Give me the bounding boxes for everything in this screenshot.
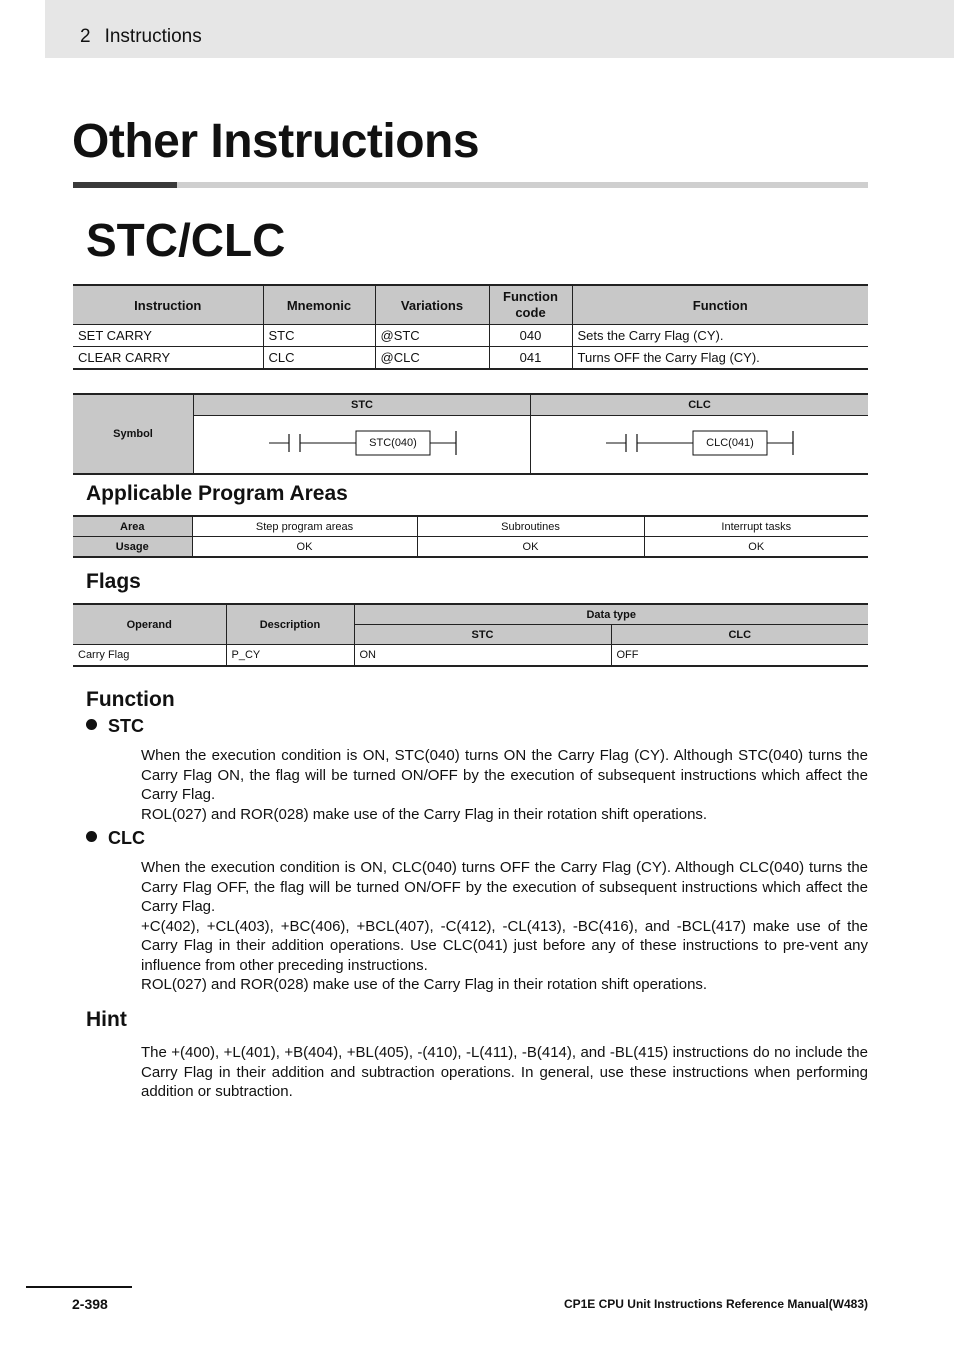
title-rule-dark	[73, 182, 177, 188]
clc-ladder-symbol	[531, 416, 868, 473]
cell-variations: @STC	[375, 325, 489, 347]
running-header	[80, 26, 202, 48]
cell-instruction: CLEAR CARRY	[73, 347, 263, 370]
stc-box-label: STC(040)	[369, 437, 417, 449]
clc-description	[141, 858, 868, 995]
stc-description	[141, 746, 868, 824]
table-row	[73, 645, 868, 667]
section-title: Instructions	[104, 26, 202, 47]
hint-heading: Hint	[86, 1008, 127, 1031]
page-number: 2-398	[72, 1296, 108, 1312]
table-row	[73, 516, 868, 537]
area-subroutines: Subroutines	[417, 516, 644, 537]
function-heading: Function	[86, 688, 175, 711]
cell-mnemonic: STC	[263, 325, 375, 347]
usage-interrupt: OK	[644, 537, 868, 558]
hint-description	[141, 1043, 868, 1102]
cell-description: P_CY	[226, 645, 354, 667]
stc-paragraph-2: ROL(027) and ROR(028) make use of the Carry Flag in their rotation shift operations.	[141, 805, 708, 823]
stc-paragraph-1: When the execution condition is ON, STC(040) turns ON the Carry Flag (CY). Although STC(040) turns the Carry Flag ON, the flag will be turned ON/OFF by the execution of subsequent instructions which affect the Carry Flag.	[141, 747, 868, 803]
symbol-stc-header: STC	[194, 395, 530, 416]
col-function: Function	[572, 285, 868, 325]
col-data-type: Data type	[354, 604, 868, 625]
symbol-table	[73, 393, 868, 475]
flags-table	[73, 603, 868, 667]
page-title: Other Instructions	[72, 115, 480, 168]
col-stc: STC	[354, 625, 611, 645]
clc-paragraph-2: +C(402), +CL(403), +BC(406), +BCL(407), -C(412), -CL(413), -BC(416), and -BCL(417) make use of the Carry Flag in their addition operations. Use CLC(041) just before any of these instructions to pre-vent any influence from other preceding instructions.	[141, 917, 868, 974]
instruction-table	[73, 284, 868, 370]
symbol-clc-header: CLC	[531, 395, 868, 416]
col-clc: CLC	[611, 625, 868, 645]
clc-paragraph-3: ROL(027) and ROR(028) make use of the Carry Flag in their rotation shift operations.	[141, 976, 708, 993]
cell-function-code: 041	[489, 347, 572, 370]
cell-stc: ON	[354, 645, 611, 667]
table-row	[73, 347, 868, 370]
col-description: Description	[226, 604, 354, 645]
clc-bullet-heading	[86, 828, 145, 849]
area-step: Step program areas	[192, 516, 417, 537]
cell-function: Turns OFF the Carry Flag (CY).	[572, 347, 868, 370]
cell-mnemonic: CLC	[263, 347, 375, 370]
clc-paragraph-1: When the execution condition is ON, CLC(040) turns OFF the Carry Flag (CY). Although CLC(040) turns the Carry Flag OFF, the flag will be turned ON/OFF by the execution of subsequent instructions which affect the Carry Flag.	[141, 859, 868, 915]
clc-box-label: CLC(041)	[706, 437, 754, 449]
flags-heading: Flags	[86, 570, 141, 593]
stc-heading-text: STC	[108, 716, 144, 736]
stc-ladder-symbol	[194, 416, 530, 473]
bullet-icon	[86, 719, 97, 730]
footer-rule	[26, 1286, 132, 1288]
usage-subroutines: OK	[417, 537, 644, 558]
usage-label: Usage	[73, 537, 192, 558]
clc-heading-text: CLC	[108, 828, 145, 848]
applicable-areas-heading: Applicable Program Areas	[86, 482, 348, 505]
cell-function: Sets the Carry Flag (CY).	[572, 325, 868, 347]
col-mnemonic: Mnemonic	[263, 285, 375, 325]
col-instruction: Instruction	[73, 285, 263, 325]
col-function-code: Function code	[489, 285, 572, 325]
table-header-row	[73, 285, 868, 325]
hint-paragraph: The +(400), +L(401), +B(404), +BL(405), -(410), -L(411), -B(414), and -BL(415) instructions do no include the Carry Flag in their addition and subtraction operations. In general, use these instructions when performing addition or subtraction.	[141, 1044, 868, 1100]
col-variations: Variations	[375, 285, 489, 325]
cell-variations: @CLC	[375, 347, 489, 370]
cell-function-code: 040	[489, 325, 572, 347]
usage-step: OK	[192, 537, 417, 558]
table-header-row	[73, 604, 868, 625]
symbol-label: Symbol	[73, 395, 194, 473]
col-operand: Operand	[73, 604, 226, 645]
cell-operand: Carry Flag	[73, 645, 226, 667]
stc-bullet-heading	[86, 716, 144, 737]
cell-instruction: SET CARRY	[73, 325, 263, 347]
area-interrupt: Interrupt tasks	[644, 516, 868, 537]
section-number: 2	[80, 26, 91, 47]
area-label: Area	[73, 516, 192, 537]
table-row	[73, 325, 868, 347]
bullet-icon	[86, 831, 97, 842]
title-rule-light	[177, 182, 868, 188]
applicable-areas-table	[73, 515, 868, 558]
table-row	[73, 537, 868, 558]
cell-clc: OFF	[611, 645, 868, 667]
instruction-title: STC/CLC	[86, 214, 286, 266]
manual-title: CP1E CPU Unit Instructions Reference Manual(W483)	[563, 1297, 868, 1311]
